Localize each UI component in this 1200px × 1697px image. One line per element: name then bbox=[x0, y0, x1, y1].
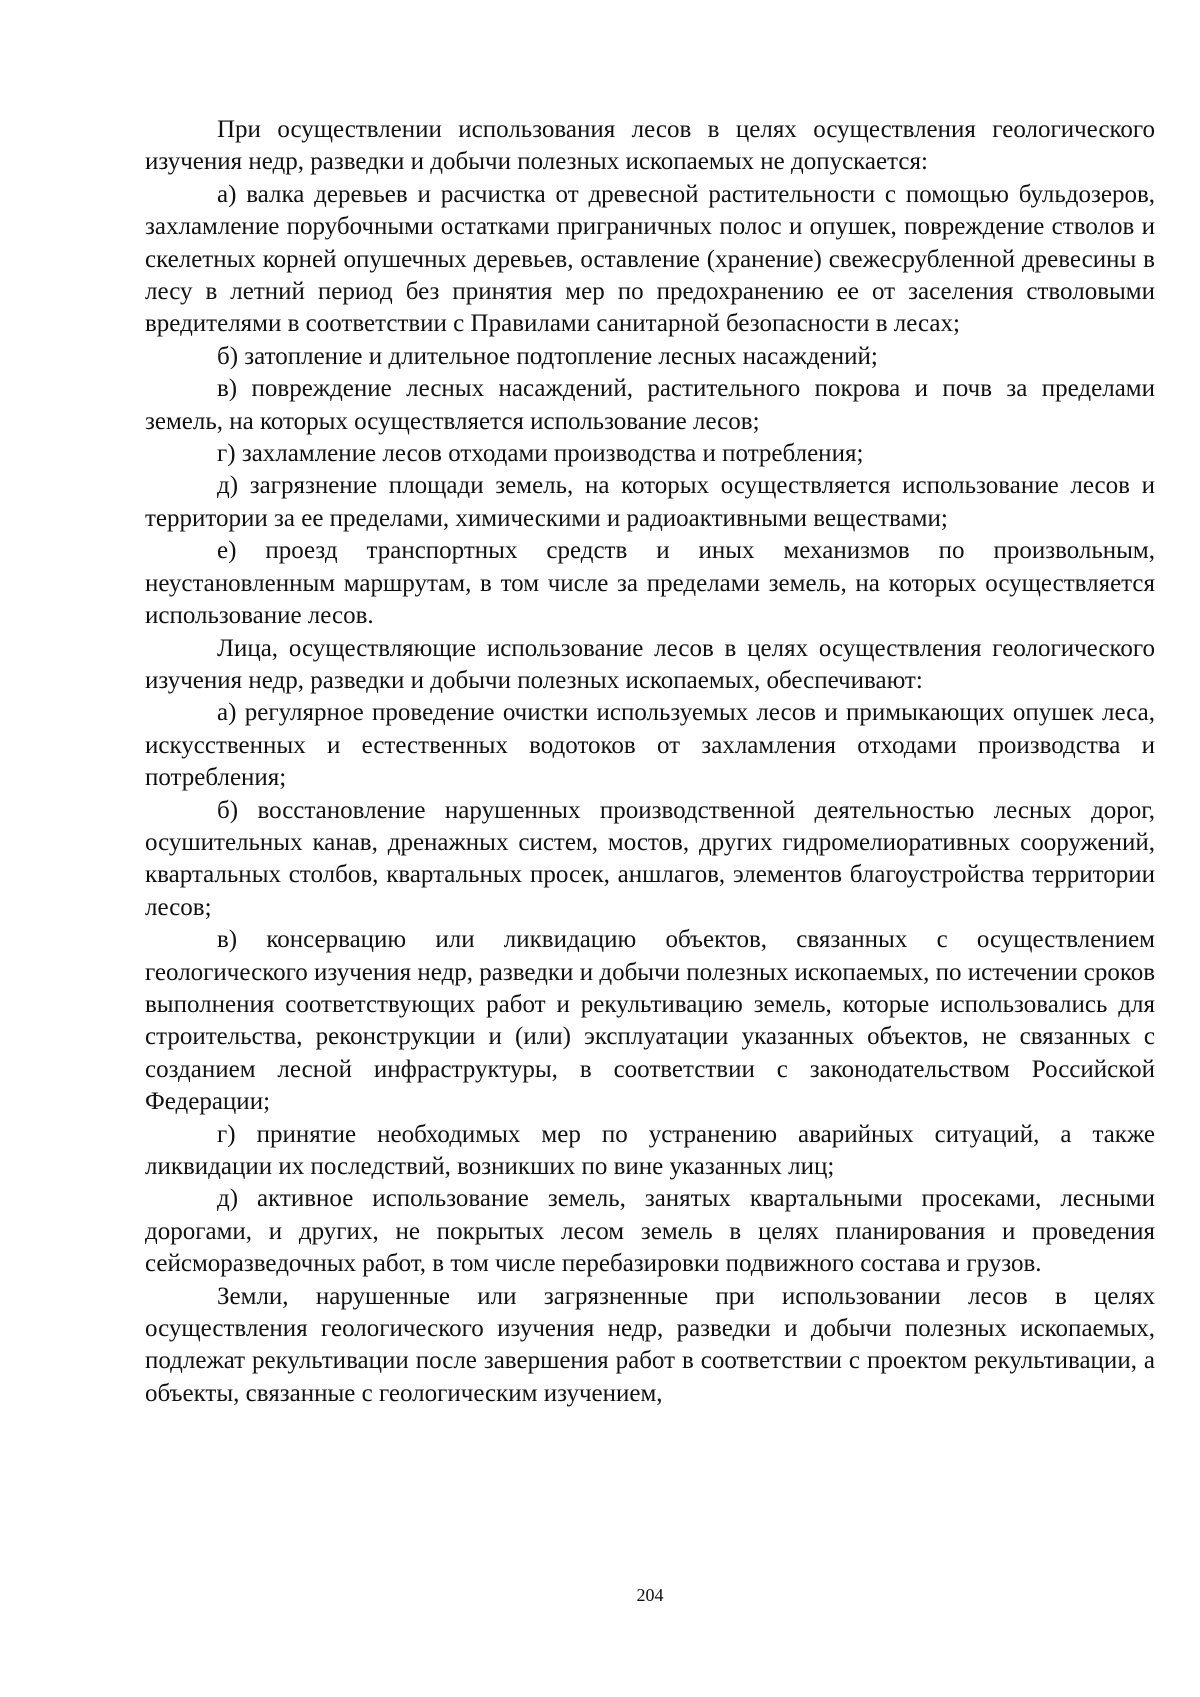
page-number: 204 bbox=[636, 1585, 664, 1605]
paragraph-obligation-b: б) восстановление нарушенных производственной деятельностью лесных дорог, осушительных канав, дренажных систем, мостов, других гидромелиоративных сооружений, квартальных столбов, квартальных просек, аншлагов, элементов благоустройства территории лесов; bbox=[145, 796, 1155, 921]
paragraph-intro-obligations: Лица, осуществляющие использование лесов в целях осуществления геологического изучения недр, разведки и добычи полезных ископаемых, обеспечивают: bbox=[145, 634, 1155, 694]
paragraph-item-d: д) загрязнение площади земель, на которых осуществляется использование лесов и территории за ее пределами, химическими и радиоактивными веществами; bbox=[145, 472, 1155, 532]
paragraph-obligation-a: а) регулярное проведение очистки используемых лесов и примыкающих опушек леса, искусственных и естественных водотоков от захламления отходами производства и потребления; bbox=[145, 699, 1155, 792]
paragraph-reclamation: Земли, нарушенные или загрязненные при использовании лесов в целях осуществления геологического изучения недр, разведки и добычи полезных ископаемых, подлежат рекультивации после завершения работ в соответствии с проектом рекультивации, а объекты, связанные с геологическим изучением, bbox=[145, 1282, 1155, 1407]
paragraph-item-e: е) проезд транспортных средств и иных механизмов по произвольным, неустановленным маршрутам, в том числе за пределами земель, на которых осуществляется использование лесов. bbox=[145, 537, 1155, 630]
document-body bbox=[145, 114, 1155, 1410]
paragraph-obligation-v: в) консервацию или ликвидацию объектов, связанных с осуществлением геологического изучения недр, разведки и добычи полезных ископаемых, по истечении сроков выполнения соответствующих работ и рекультивацию земель, которые использовались для строительства, реконструкции и (или) эксплуатации указанных объектов, не связанных с созданием лесной инфраструктуры, в соответствии с законодательством Российской Федерации; bbox=[145, 926, 1155, 1116]
paragraph-obligation-d: д) активное использование земель, занятых квартальными просеками, лесными дорогами, и других, не покрытых лесом земель в целях планирования и проведения сейсморазведочных работ, в том числе перебазировки подвижного состава и грузов. bbox=[145, 1185, 1155, 1278]
paragraph-item-b: б) затопление и длительное подтопление лесных насаждений; bbox=[217, 342, 878, 370]
paragraph-intro-prohibitions: При осуществлении использования лесов в целях осуществления геологического изучения недр, разведки и добычи полезных ископаемых не допускается: bbox=[145, 116, 1155, 176]
paragraph-item-v: в) повреждение лесных насаждений, растительного покрова и почв за пределами земель, на которых осуществляется использование лесов; bbox=[145, 375, 1155, 435]
paragraph-item-g: г) захламление лесов отходами производства и потребления; bbox=[217, 440, 864, 468]
paragraph-obligation-g: г) принятие необходимых мер по устранению аварийных ситуаций, а также ликвидации их последствий, возникших по вине указанных лиц; bbox=[145, 1120, 1155, 1180]
paragraph-item-a: а) валка деревьев и расчистка от древесной растительности с помощью бульдозеров, захламление порубочными остатками приграничных полос и опушек, повреждение стволов и скелетных корней опушечных деревьев, оставление (хранение) свежесрубленной древесины в лесу в летний период без принятия мер по предохранению ее от заселения стволовыми вредителями в соответствии с Правилами санитарной безопасности в лесах; bbox=[145, 180, 1155, 338]
